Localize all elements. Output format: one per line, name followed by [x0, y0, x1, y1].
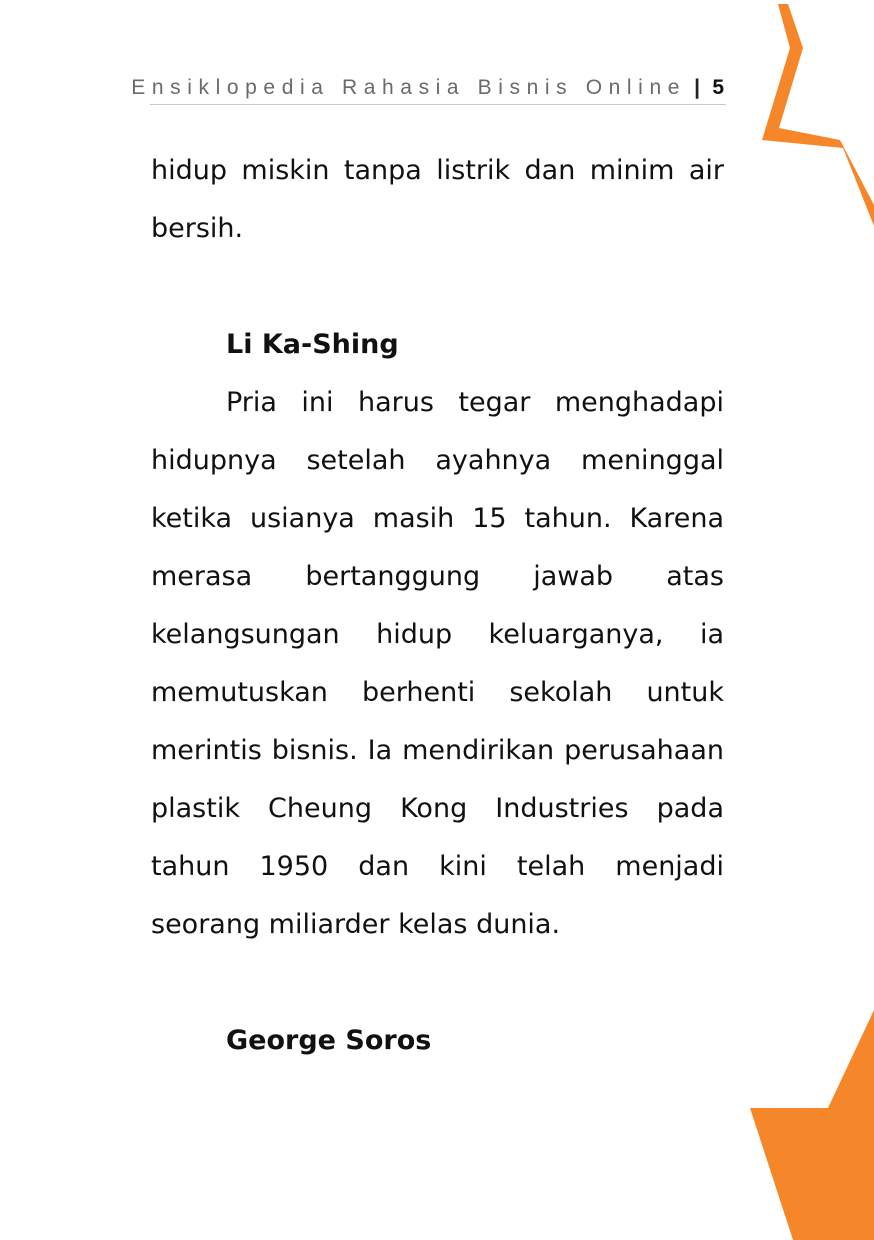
page-body: [151, 142, 724, 1070]
page-number: 5: [712, 76, 724, 99]
section-spacer: [151, 258, 724, 316]
header-separator: |: [694, 76, 700, 99]
paragraph-li-ka-shing: Pria ini harus tegar menghadapi hidupnya setelah ayahnya meninggal ketika usianya masih 15 tahun. Karena merasa bertanggung jawab atas kelangsungan hidup keluarganya, ia memutuskan berhenti sekolah untuk merintis bisnis. Ia mendirikan perusahaan plastik Cheung Kong Industries pada tahun 1950 dan kini telah menjadi seorang miliarder kelas dunia.: [151, 387, 724, 940]
section-spacer: [151, 954, 724, 1012]
bottom-right-orange-shape: [750, 1010, 874, 1240]
intro-paragraph: hidup miskin tanpa listrik dan minim air bersih.: [151, 155, 724, 244]
page-header: [131, 74, 726, 105]
section-heading-li-ka-shing: Li Ka-Shing: [226, 329, 399, 360]
top-right-orange-shape: [762, 4, 874, 226]
document-title: Ensiklopedia Rahasia Bisnis Online: [131, 76, 686, 99]
section-heading-george-soros: George Soros: [226, 1025, 432, 1056]
